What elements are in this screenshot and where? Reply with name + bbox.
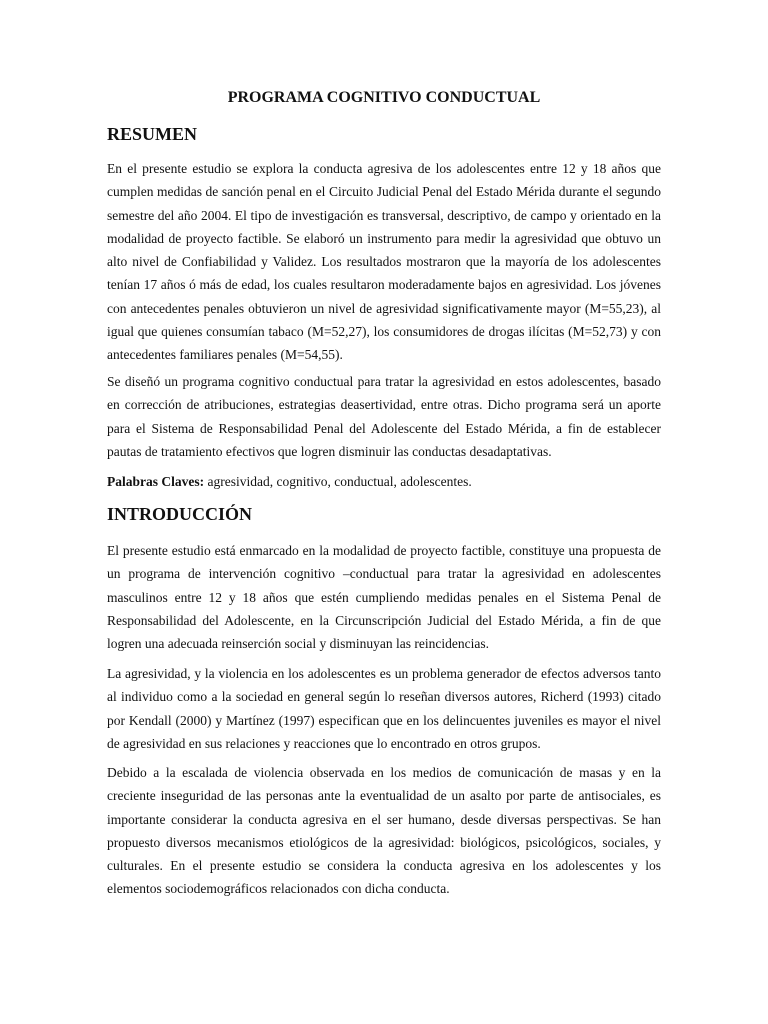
keywords-label: Palabras Claves: xyxy=(107,474,205,489)
resumen-paragraph-2: Se diseñó un programa cognitivo conductual para tratar la agresividad en estos adolescentes, basado en corrección de atribuciones, estrategias deasertividad, entre otras. Dicho programa será un aporte para el Sistema de Responsabilidad Penal del Adolescente del Estado Mérida, a fin de establecer pautas de tratamiento efectivos que logren disminuir las conductas desadaptativas. xyxy=(107,374,661,459)
introduccion-paragraph-1: El presente estudio está enmarcado en la modalidad de proyecto factible, constituye una propuesta de un programa de intervención cognitivo –conductual para tratar la agresividad en adolescentes masculinos entre 12 y 18 años que estén cumpliendo medidas penales en el Sistema Penal de Responsabilidad del Adolescente, en la Circunscripción Judicial del Estado Mérida, a fin de que logren una adecuada reinserción social y disminuyan las reincidencias. xyxy=(107,543,661,652)
resumen-paragraph-1: En el presente estudio se explora la conducta agresiva de los adolescentes entre 12 y 18 años que cumplen medidas de sanción penal en el Circuito Judicial Penal del Estado Mérida durante el segundo semestre del año 2004. El tipo de investigación es transversal, descriptivo, de campo y orientado en la modalidad de proyecto factible. Se elaboró un instrumento para medir la agresividad que obtuvo un alto nivel de Confiabilidad y Validez. Los resultados mostraron que la mayoría de los adolescentes tenían 17 años ó más de edad, los cuales resultaron moderadamente bajos en agresividad. Los jóvenes con antecedentes penales obtuvieron un nivel de agresividad significativamente mayor (M=55,23), al igual que quienes consumían tabaco (M=52,27), los consumidores de drogas ilícitas (M=52,73) y con antecedentes familiares penales (M=54,55). xyxy=(107,161,661,363)
keywords-line xyxy=(107,470,661,493)
resumen-heading: RESUMEN xyxy=(107,124,198,144)
document-title: PROGRAMA COGNITIVO CONDUCTUAL xyxy=(227,89,541,106)
keywords-text: agresividad, cognitivo, conductual, adolescentes. xyxy=(204,474,472,489)
introduccion-heading: INTRODUCCIÓN xyxy=(107,504,253,524)
introduccion-paragraph-2: La agresividad, y la violencia en los adolescentes es un problema generador de efectos adversos tanto al individuo como a la sociedad en general según lo reseñan diversos autores, Richerd (1993) citado por Kendall (2000) y Martínez (1997) especifican que en los delincuentes juveniles es mayor el nivel de agresividad en sus relaciones y reacciones que lo encontrado en otros grupos. xyxy=(107,666,661,751)
introduccion-paragraph-3: Debido a la escalada de violencia observada en los medios de comunicación de masas y en la creciente inseguridad de las personas ante la eventualidad de un asalto por parte de antisociales, es importante considerar la conducta agresiva en el ser humano, desde diversas perspectivas. Se han propuesto diversos mecanismos etiológicos de la agresividad: biológicos, psicológicos, sociales, y culturales. En el presente estudio se considera la conducta agresiva en los adolescentes y los elementos sociodemográficos relacionados con dicha conducta. xyxy=(107,765,661,897)
